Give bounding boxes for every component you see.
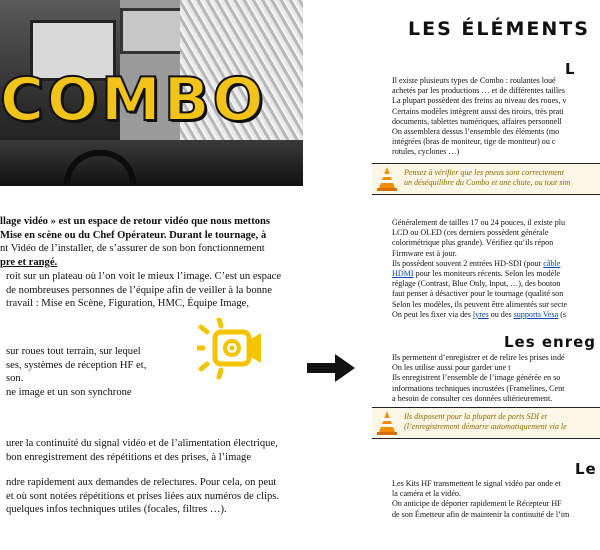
section-heading-recorders: Les enreg: [504, 333, 597, 351]
section-recorders-text: Ils permettent d’enregistrer et de relire les prises indé On les utilise aussi pour garder une t Ils enregistrent l’ensemble de l’image générée en so informations techniques incrustées (Framelines, Cent a besoin de consulter ces données ultérieurement.: [392, 353, 565, 403]
section-monitors-text: Généralement de tailles 17 ou 24 pouces, il existe plu LCD ou OLED (ces derniers possèdent générale colorimétrique plus grande). Vérifiez qu’ils répon Firmware est à jour. Ils possèdent souvent 2 entrées HD-SDI (pour câble HDMI pour les moniteurs récents. Selon les modèle réglage (Contrast, Blue Only, Input, …), des bouton faut penser à désactiver pour le tournage (qualité son Selon les modèles, ils peuvent être alimentés sur secte On peut les fixer via des lyres ou des supports Vesa (s: [392, 218, 568, 319]
link-supports-vesa[interactable]: supports Vesa: [513, 309, 559, 319]
right-page-title: LES ÉLÉMENTS: [408, 18, 590, 40]
composition-paragraph: sur roues tout terrain, sur lequel ses, systèmes de réception HF et, son. ne image et un son synchrone: [6, 346, 147, 398]
section-hf-text: Les Kits HF transmettent le signal vidéo par onde et la caméra et la vidéo. On anticipe de déporter rapidement le Récepteur HF de son Émetteur afin de maintenir la continuité de l’im: [392, 479, 570, 519]
traffic-cone-icon: [376, 410, 398, 436]
link-lyres[interactable]: lyres: [472, 309, 489, 319]
section-heading-hf: Le: [575, 460, 597, 478]
section-heading-combo: L: [565, 60, 576, 78]
right-arrow-icon: [307, 354, 355, 382]
relecture-paragraph: ndre rapidement aux demandes de relectures. Pour cela, on peut et où sont notées répétitions et prises liées aux numéros de clips. quelques infos techniques utiles (focales, filtres …).: [6, 477, 280, 516]
traffic-cone-icon: [376, 166, 398, 192]
link-cable[interactable]: câble: [543, 258, 561, 268]
photo-title: COMBO: [0, 65, 267, 135]
intro-paragraph: llage vidéo » est un espace de retour vidéo que nous mettons Mise en scène ou du Chef Opérateur. Durant le tournage, à nt Vidéo de l’installer, de s’assurer de son bon fonctionnement pre et rangé.: [0, 216, 271, 268]
continuity-paragraph: urer la continuité du signal vidéo et de l’alimentation électrique, bon enregistrement des répétitions et des prises, à l’image: [6, 438, 278, 463]
placement-paragraph: roit sur un plateau où l’on voit le mieux l’image. C’est un espace de nombreuses personnes de l’équipe afin de veiller à la bonne travail : Mise en Scène, Figuration, HMC, Équipe Image,: [6, 271, 282, 310]
tip-box-tyres: Pensez à vérifier que les pneus sont correctement un déséquilibre du Combo et une chute, ou tout sim: [372, 163, 600, 195]
link-hdmi[interactable]: HDMI: [392, 269, 414, 279]
camera-gear-icon: [197, 318, 265, 382]
tip-box-sdi: Ils disposent pour la plupart de ports SDI et (l’enregistrement démarre automatiquement via le: [372, 407, 600, 439]
section-combo-text: Il existe plusieurs types de Combo : roulantes loué achetés par les productions … et de différentes tailles La plupart possèdent des freins au niveau des roues, v Certains modèles intègrent aussi des tiroirs, très prati documents, tablettes numériques, affaires personnell On assemblera dessus l’ensemble des éléments (mo intégrées (bras de moniteur, tige de moniteur) ou c rotules, cyclones …): [392, 76, 567, 157]
